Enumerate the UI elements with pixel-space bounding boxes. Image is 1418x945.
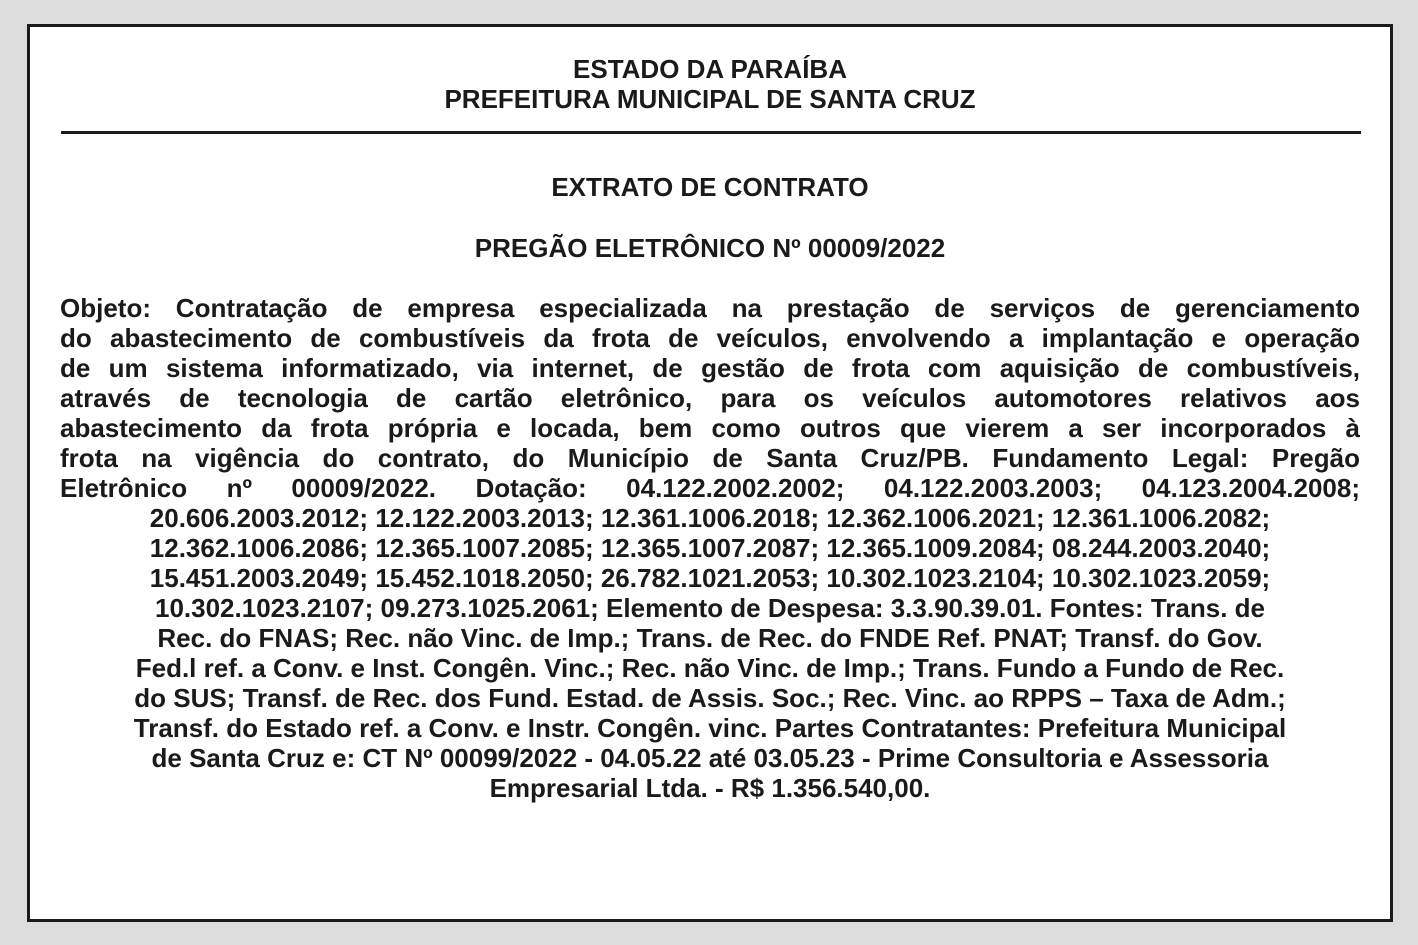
text-line: Eletrônico nº 00009/2022. Dotação: 04.122.2002.2002; 04.122.2003.2003; 04.123.2004.2008; — [60, 473, 1360, 503]
text-line: de Santa Cruz e: CT Nº 00099/2022 - 04.05.22 até 03.05.23 - Prime Consultoria e Assessoria — [151, 743, 1269, 773]
text-line: do abastecimento de combustíveis da frota de veículos, envolvendo a implantação e operação — [60, 323, 1360, 353]
state-name: ESTADO DA PARAÍBA — [573, 54, 847, 84]
text-line: Fed.l ref. a Conv. e Inst. Congên. Vinc.; Rec. não Vinc. de Imp.; Trans. Fundo a Fundo de Rec. — [135, 653, 1285, 683]
municipality-name: PREFEITURA MUNICIPAL DE SANTA CRUZ — [444, 84, 976, 114]
text-line: Objeto: Contratação de empresa especializada na prestação de serviços de gerenciamento — [60, 293, 1360, 323]
text-line: 15.451.2003.2049; 15.452.1018.2050; 26.782.1021.2053; 10.302.1023.2104; 10.302.1023.2059; — [149, 563, 1271, 593]
contract-summary-text — [60, 293, 1360, 803]
text-line: 10.302.1023.2107; 09.273.1025.2061; Elemento de Despesa: 3.3.90.39.01. Fontes: Trans. de — [154, 593, 1265, 623]
document-header — [30, 54, 1390, 114]
text-line: do SUS; Transf. de Rec. dos Fund. Estad. de Assis. Soc.; Rec. Vinc. ao RPPS – Taxa de Adm.; — [134, 683, 1286, 713]
text-line: de um sistema informatizado, via internet, de gestão de frota com aquisição de combustíveis, — [60, 353, 1360, 383]
text-line: Rec. do FNAS; Rec. não Vinc. de Imp.; Trans. de Rec. do FNDE Ref. PNAT; Transf. do Gov. — [157, 623, 1263, 653]
text-line: Transf. do Estado ref. a Conv. e Instr. Congên. vinc. Partes Contratantes: Prefeitura Municipal — [133, 713, 1287, 743]
text-line: Empresarial Ltda. - R$ 1.356.540,00. — [489, 773, 931, 803]
document-frame — [27, 24, 1393, 922]
text-line: 12.362.1006.2086; 12.365.1007.2085; 12.365.1007.2087; 12.365.1009.2084; 08.244.2003.2040; — [149, 533, 1271, 563]
document-title: EXTRATO DE CONTRATO — [551, 172, 869, 202]
header-divider — [61, 131, 1361, 134]
text-line: através de tecnologia de cartão eletrônico, para os veículos automotores relativos aos — [60, 383, 1360, 413]
text-line: abastecimento da frota própria e locada, bem como outros que vierem a ser incorporados à — [60, 413, 1360, 443]
procurement-title: PREGÃO ELETRÔNICO Nº 00009/2022 — [474, 233, 946, 263]
text-line: frota na vigência do contrato, do Município de Santa Cruz/PB. Fundamento Legal: Pregão — [60, 443, 1360, 473]
text-line: 20.606.2003.2012; 12.122.2003.2013; 12.361.1006.2018; 12.362.1006.2021; 12.361.1006.2082; — [149, 503, 1271, 533]
